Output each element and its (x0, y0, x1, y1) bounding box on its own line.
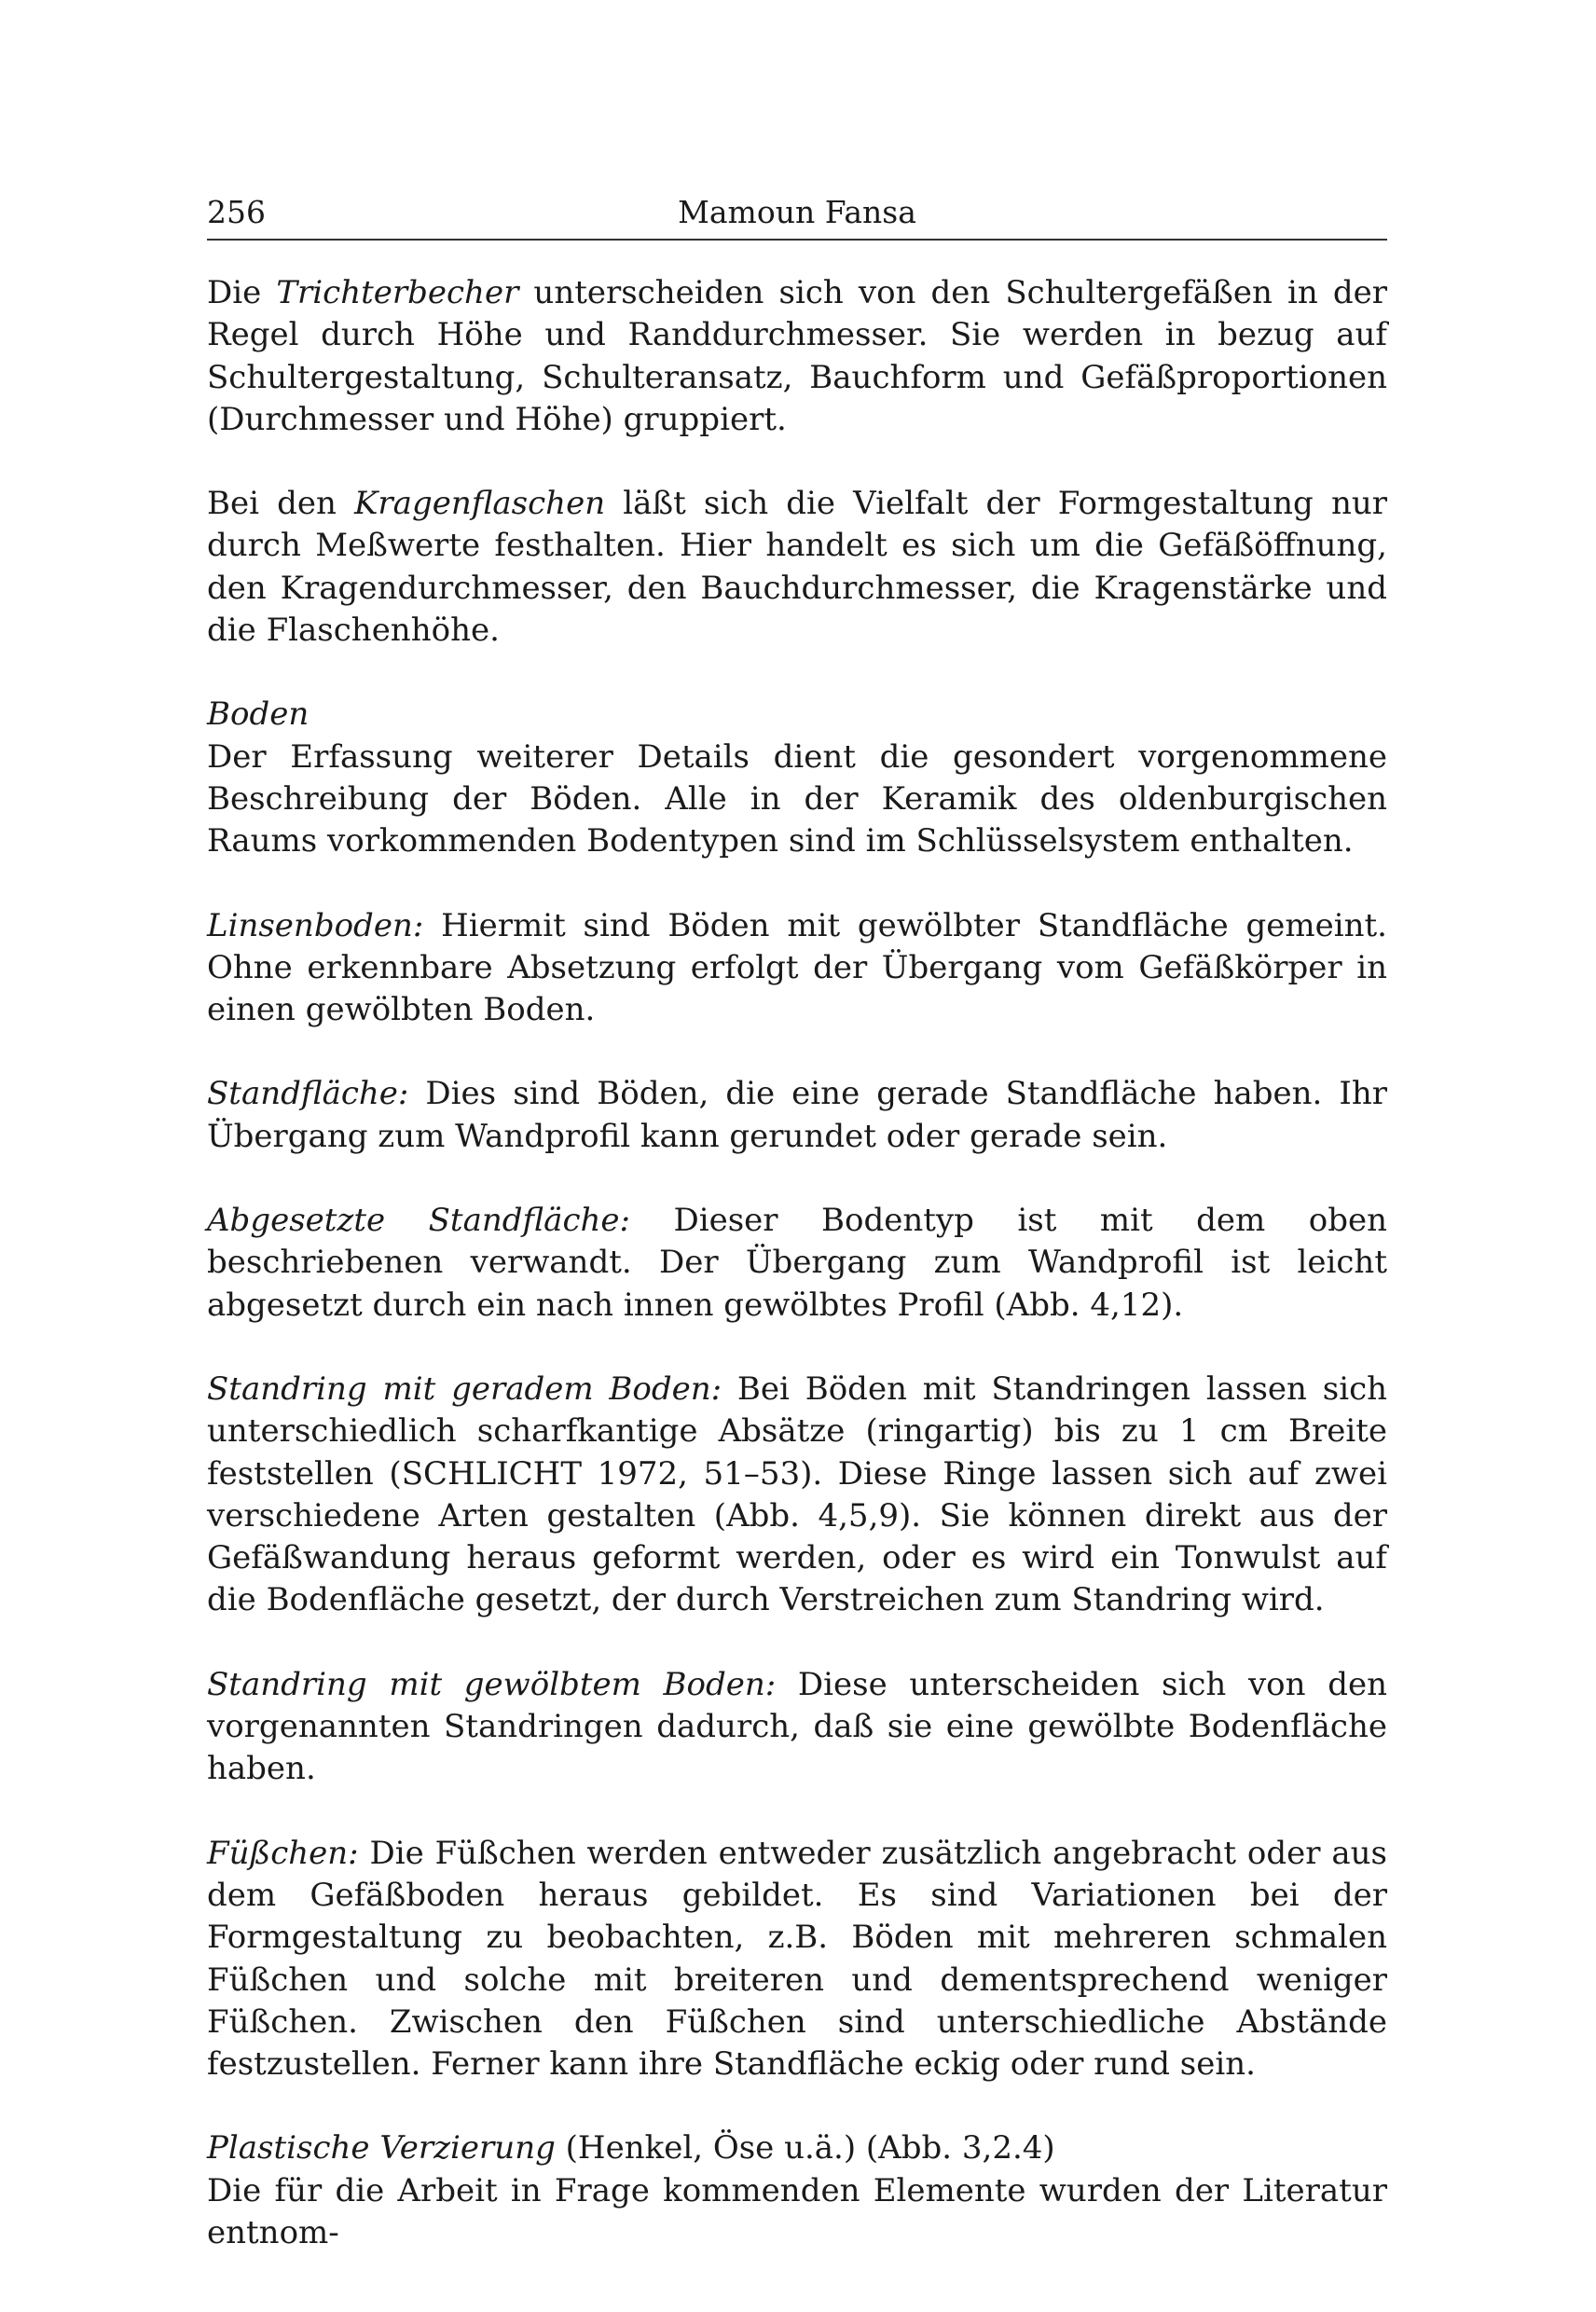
term-standring-gewoelbt: Standring mit gewölbtem Boden: (207, 1665, 777, 1703)
term-trichterbecher: Trichterbecher (276, 274, 519, 311)
paragraph-standring-gewoelbt: Standring mit gewölbtem Boden: Diese unterscheiden sich von den vorgenannten Standringen dadurch, daß sie eine gewölbte Bodenfläche haben. (207, 1665, 1387, 1788)
paragraph-boden: Boden Der Erfassung weiterer Details dient die gesondert vorgenommene Beschreibung der Böden. Alle in der Keramik des oldenburgischen Raums vorkommenden Bodentypen sind im Schlüsselsystem enthalten. (207, 695, 1387, 860)
term-linsenboden: Linsenboden: (207, 906, 424, 944)
paragraph-kragenflaschen: Bei den Kragenflaschen läßt sich die Vielfalt der Formgestaltung nur durch Meßwerte festhalten. Hier handelt es sich um die Gefäßöffnung, den Kragendurchmesser, den Bauchdurchmesser, die Kragenstärke und die Flaschenhöhe. (207, 485, 1387, 650)
paragraph-standring-gerade: Standring mit geradem Boden: Bei Böden mit Standringen lassen sich unterschiedlich scharfkantige Absätze (ringartig) bis zu 1 cm Breite feststellen (SCHLICHT 1972, 51–53). Diese Ringe lassen sich auf zwei verschiedene Arten gestalten (Abb. 4,5,9). Sie können direkt aus der Gefäßwandung heraus geformt werden, oder es wird ein Tonwulst auf die Bodenfläche gesetzt, der durch Verstreichen zum Standring wird. (207, 1369, 1388, 1619)
term-plastische-verzierung: Plastische Verzierung (207, 2129, 556, 2168)
paragraph-abgesetzte-standflaeche: Abgesetzte Standfläche: Dieser Bodentyp ist mit dem oben beschriebenen verwandt. Der Übergang zum Wandprofil ist leicht abgesetzt durch ein nach innen gewölbtes Profil (Abb. 4,12). (207, 1202, 1387, 1324)
paragraph-linsenboden: Linsenboden: Hiermit sind Böden mit gewölbter Standfläche gemeint. Ohne erkennbare Absetzung erfolgt der Übergang vom Gefäßkörper in einen gewölbten Boden. (207, 906, 1387, 1029)
running-head: Mamoun Fansa (678, 194, 916, 230)
term-standring-gerade: Standring mit geradem Boden: (207, 1369, 722, 1408)
paragraph-fuesschen: Füßchen: Die Füßchen werden entweder zusätzlich angebracht oder aus dem Gefäßboden heraus gebildet. Es sind Variationen bei der Formgestaltung zu beobachten, z.B. Böden mit mehreren schmalen Füßchen und solche mit breiteren und dementsprechend weniger Füßchen. Zwischen den Füßchen sind unterschiedliche Abstände festzustellen. Ferner kann ihre Standfläche eckig oder rund sein. (207, 1834, 1387, 2084)
paragraph-plastische-verzierung: Plastische Verzierung (Henkel, Öse u.ä.) (Abb. 3,2.4) Die für die Arbeit in Frage kommenden Elemente wurden der Literatur entnom- (207, 2129, 1387, 2251)
term-fuesschen: Füßchen: (207, 1834, 359, 1872)
term-kragenflaschen: Kragenflaschen (354, 485, 606, 523)
term-abgesetzte-standflaeche: Abgesetzte Standfläche: (207, 1202, 630, 1240)
page-number: 256 (207, 194, 266, 230)
page-header (207, 194, 1387, 241)
paragraph-trichterbecher: Die Trichterbecher unterscheiden sich von den Schultergefäßen in der Regel durch Höhe und Randdurchmesser. Sie werden in bezug auf Schultergestaltung, Schulteransatz, Bauchform und Gefäßproportionen (Durchmesser und Höhe) gruppiert. (207, 274, 1387, 438)
continuation-text: Die für die Arbeit in Frage kommenden Elemente wurden der Literatur entnom- (207, 2171, 1387, 2251)
section-heading-boden: Boden (207, 695, 310, 734)
paragraph-standflaeche: Standfläche: Dies sind Böden, die eine gerade Standfläche haben. Ihr Übergang zum Wandprofil kann gerundet oder gerade sein. (207, 1075, 1387, 1155)
body-text (207, 272, 1387, 2254)
term-standflaeche: Standfläche: (207, 1075, 409, 1113)
